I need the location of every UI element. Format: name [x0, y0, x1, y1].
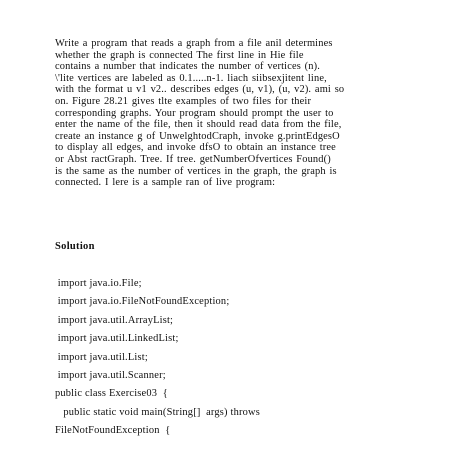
problem-line: to display all edges, and invoke dfsO to obtain an instance tree — [55, 142, 336, 154]
code-line: import java.io.File; — [55, 278, 142, 289]
problem-line: corresponding graphs. Your program should prompt the user to — [55, 107, 334, 119]
code-line: FileNotFoundException { — [55, 425, 171, 437]
code-line: public class Exercise03 { — [55, 388, 168, 400]
code-line: import java.io.FileNotFoundException; — [55, 296, 230, 308]
problem-statement — [55, 38, 427, 189]
problem-line: connected. I lere is a sample ran of live program: — [55, 177, 276, 189]
problem-line: with the format u v1 v2.. describes edges (u, v1), (u, v2). ami so — [55, 84, 345, 96]
solution-heading: Solution — [55, 241, 95, 252]
problem-line: Write a program that reads a graph from a file anil determines — [55, 38, 333, 49]
problem-line: on. Figure 28.21 gives tlte examples of two files for their — [55, 95, 312, 107]
code-line: import java.util.List; — [55, 351, 148, 363]
code-line: public static void main(String[] args) throws — [55, 406, 260, 418]
code-line: import java.util.ArrayList; — [55, 314, 174, 326]
problem-line: enter the name of the file, then it should read data from the file, — [55, 119, 342, 131]
code-line: import java.util.Scanner; — [55, 369, 166, 381]
code-line: import java.util.LinkedList; — [55, 333, 179, 345]
problem-line: \'lite vertices are labeled as 0.1.....n-1. liach siibsexjitent line, — [55, 72, 327, 84]
code-listing — [55, 275, 260, 441]
problem-line: contains a number that indicates the number of vertices (n). — [55, 61, 320, 73]
problem-line: create an instance g of UnwelghtodCraph, invoke g.printEdgesO — [55, 130, 340, 142]
problem-line: whether the graph is connected The first line in Hie file — [55, 49, 304, 61]
problem-line: or Abst ractGraph. Tree. If tree. getNumberOfvertices Found() — [55, 153, 331, 165]
problem-line: is the same as the number of vertices in the graph, the graph is — [55, 165, 337, 177]
